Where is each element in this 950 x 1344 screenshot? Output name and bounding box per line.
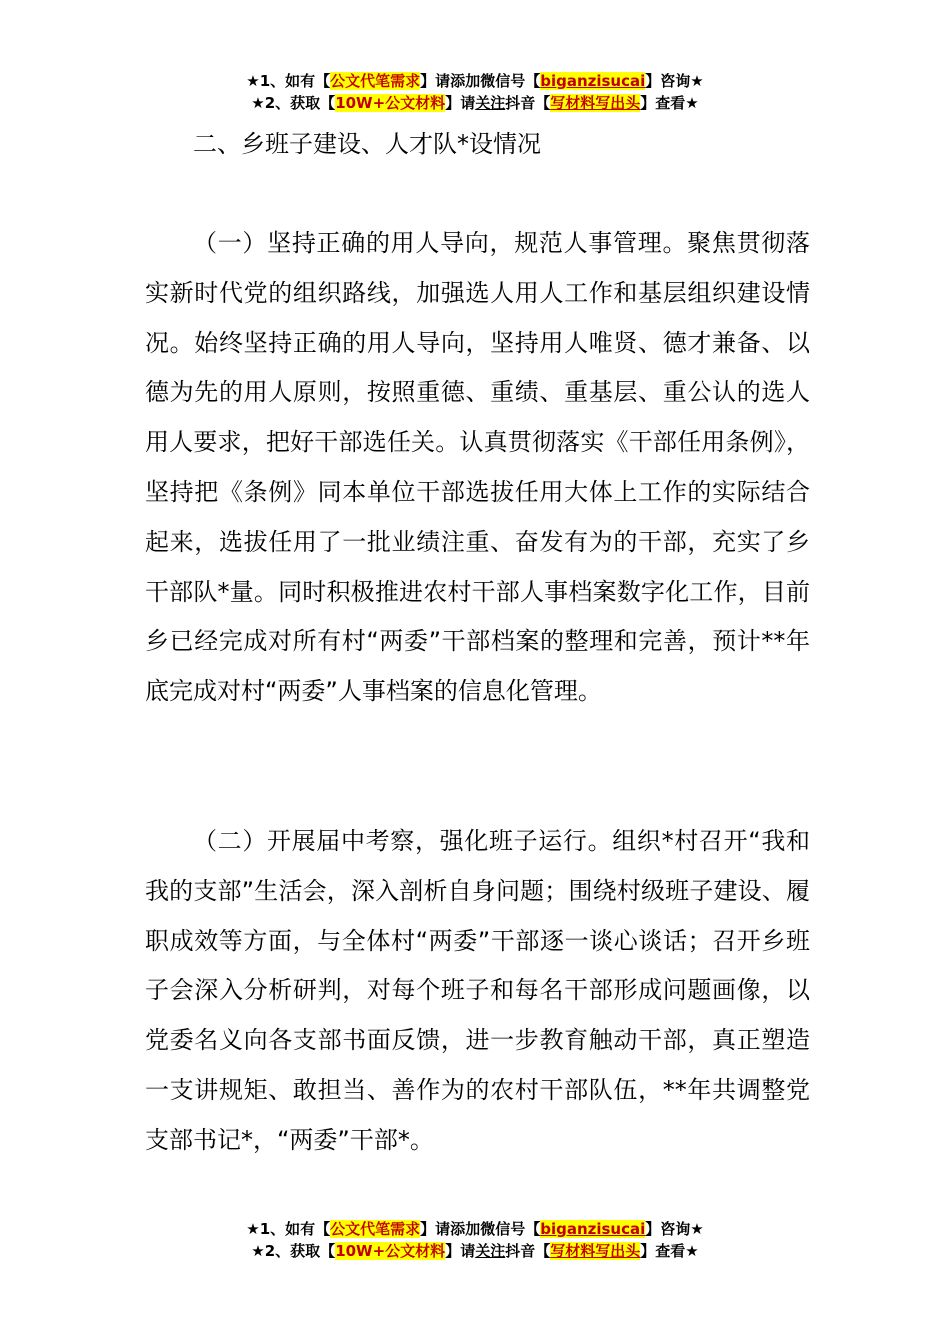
promo-materials-highlight: 10W+公文材料: [335, 94, 446, 112]
promo-line-2-mid: 】请: [445, 1242, 476, 1260]
promo-line-1-mid: 】请添: [420, 72, 466, 90]
promo-line-2-emph: 关注: [475, 94, 506, 112]
promo-line-2: [0, 92, 950, 114]
promo-line-2: [0, 1240, 950, 1262]
promo-wechat-id-link[interactable]: biganzisucai: [540, 1220, 646, 1238]
promo-line-1: [0, 70, 950, 92]
promo-wechat-id-link[interactable]: biganzisucai: [540, 72, 646, 90]
promo-line-1-suffix: 】咨询★: [645, 72, 704, 90]
promo-line-1-prefix: ★1、如有【: [246, 72, 331, 90]
promo-line-1-mid2: 微信号【: [480, 72, 541, 90]
promo-service-highlight: 公文代笔需求: [330, 72, 421, 90]
promo-line-2-mid2: 抖音【: [505, 94, 551, 112]
promo-materials-highlight: 10W+公文材料: [335, 1242, 446, 1260]
promo-line-1-mid2: 微信号【: [480, 1220, 541, 1238]
promo-line-1-emph: 加: [465, 1220, 481, 1238]
promo-line-2-mid: 】请: [445, 94, 476, 112]
promo-line-2-prefix: ★2、获取【: [251, 1242, 336, 1260]
top-promo-banner: [0, 70, 950, 114]
promo-line-1-mid: 】请添: [420, 1220, 466, 1238]
promo-line-1: [0, 1218, 950, 1240]
promo-line-2-suffix: 】查看★: [640, 94, 699, 112]
promo-line-2-suffix: 】查看★: [640, 1242, 699, 1260]
body-paragraph-2: （二）开展届中考察，强化班子运行。组织*村召开“我和我的支部”生活会，深入剖析自身问题；围绕村级班子建设、履职成效等方面，与全体村“两委”干部逐一谈心谈话；召开乡班子会深入分析研判，对每个班子和每名干部形成问题画像，以党委名义向各支部书面反馈，进一步教育触动干部，真正塑造一支讲规矩、敢担当、善作为的农村干部队伍，**年共调整党支部书记*，“两委”干部*。: [145, 827, 810, 1154]
bottom-promo-banner: [0, 1218, 950, 1262]
promo-line-2-mid2: 抖音【: [505, 1242, 551, 1260]
promo-line-1-suffix: 】咨询★: [645, 1220, 704, 1238]
promo-line-1-prefix: ★1、如有【: [246, 1220, 331, 1238]
promo-line-2-prefix: ★2、获取【: [251, 94, 336, 112]
body-paragraph-1: （一）坚持正确的用人导向，规范人事管理。聚焦贯彻落实新时代党的组织路线，加强选人用人工作和基层组织建设情况。始终坚持正确的用人导向，坚持用人唯贤、德才兼备、以德为先的用人原则，按照重德、重绩、重基层、重公认的选人用人要求，把好干部选任关。认真贯彻落实《干部任用条例》，坚持把《条例》同本单位干部选拔任用大体上工作的实际结合起来，选拔任用了一批业绩注重、奋发有为的干部，充实了乡干部队*量。同时积极推进农村干部人事档案数字化工作，目前乡已经完成对所有村“两委”干部档案的整理和完善，预计**年底完成对村“两委”人事档案的信息化管理。: [145, 229, 810, 706]
promo-douyin-account-link[interactable]: 写材料写出头: [550, 94, 641, 112]
promo-service-highlight: 公文代笔需求: [330, 1220, 421, 1238]
promo-line-2-emph: 关注: [475, 1242, 506, 1260]
section-heading: 二、乡班子建设、人才队*设情况: [193, 130, 541, 158]
promo-douyin-account-link[interactable]: 写材料写出头: [550, 1242, 641, 1260]
promo-line-1-emph: 加: [465, 72, 481, 90]
